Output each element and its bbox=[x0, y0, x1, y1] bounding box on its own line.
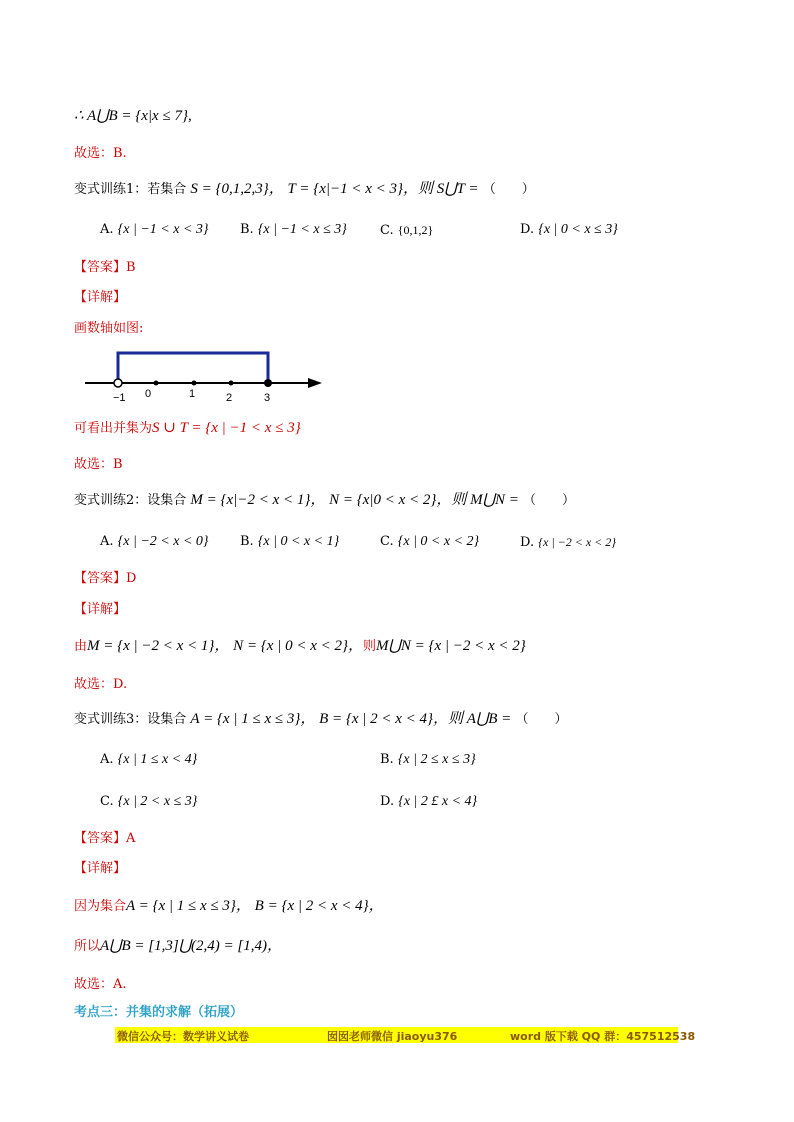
union-result: 可看出并集为S ∪ T = {x | −1 < x ≤ 3} bbox=[74, 420, 301, 436]
point-1 bbox=[192, 381, 197, 386]
detail-label: 【详解】 bbox=[74, 290, 127, 305]
exercise-3-math: A = {x | 1 ≤ x ≤ 3}， B = {x | 2 < x < 4}，则 A⋃B = bbox=[190, 711, 512, 727]
exercise-1-option-c: C. {0,1,2} bbox=[380, 223, 434, 238]
footer-banner bbox=[115, 1027, 696, 1043]
exercise-3-option-c: C. {x | 2 < x ≤ 3} bbox=[100, 794, 198, 809]
tick-label-0: 0 bbox=[145, 388, 152, 400]
footer-qq-group: word 版下载 QQ 群：457512538 bbox=[510, 1030, 696, 1043]
exercise-3-paren: （ ） bbox=[515, 712, 568, 727]
answer-label: 【答案】D bbox=[74, 571, 137, 586]
tick-label-minus-1: −1 bbox=[113, 392, 126, 404]
exercise-2-option-b: B. {x | 0 < x < 1} bbox=[240, 534, 340, 549]
exercise-1-paren: （ ） bbox=[482, 182, 535, 197]
exercise-3-solution-line-1: 因为集合A = {x | 1 ≤ x ≤ 3}， B = {x | 2 < x < 4}， bbox=[74, 898, 384, 914]
exercise-3-prefix: 变式训练3：设集合 bbox=[74, 712, 187, 727]
detail-label: 【详解】 bbox=[74, 602, 127, 617]
exercise-2-paren: （ ） bbox=[522, 493, 575, 508]
exercise-3-option-a: A. {x | 1 ≤ x < 4} bbox=[100, 752, 198, 767]
exercise-3-solution-line-2: 所以A⋃B = [1,3]⋃(2,4) = [1,4)， bbox=[74, 938, 282, 954]
exercise-1-option-d: D. {x | 0 < x ≤ 3} bbox=[520, 222, 618, 237]
exercise-1-math: S = {0,1,2,3}， T = {x|−1 < x < 3}，则 S⋃T = bbox=[190, 181, 479, 197]
tick-label-3: 3 bbox=[264, 392, 271, 404]
choose-statement: 故选：B. bbox=[74, 146, 127, 161]
number-line-figure bbox=[80, 345, 340, 405]
exercise-3-option-b: B. {x | 2 ≤ x ≤ 3} bbox=[380, 752, 476, 767]
point-0 bbox=[154, 381, 159, 386]
footer-wechat-account: 微信公众号：数学讲义试卷 bbox=[117, 1030, 249, 1043]
exercise-2-question bbox=[74, 490, 575, 511]
exercise-2-option-c: C. {x | 0 < x < 2} bbox=[380, 534, 480, 549]
union-conclusion: ∴ A⋃B = {x|x ≤ 7}, bbox=[74, 108, 192, 124]
exercise-2-solution: 由M = {x | −2 < x < 1}， N = {x | 0 < x < 2}，则M⋃N = {x | −2 < x < 2} bbox=[74, 638, 526, 654]
exercise-2-option-d: D. {x | −2 < x < 2} bbox=[520, 535, 617, 550]
tick-label-2: 2 bbox=[226, 392, 233, 404]
closed-endpoint-3 bbox=[264, 379, 272, 387]
exercise-2-math: M = {x|−2 < x < 1}， N = {x|0 < x < 2}，则 M⋃N = bbox=[190, 492, 519, 508]
choose-statement: 故选：D. bbox=[74, 677, 128, 692]
section-heading: 考点三：并集的求解（拓展） bbox=[74, 1005, 244, 1020]
point-2 bbox=[229, 381, 234, 386]
exercise-1-prefix: 变式训练1：若集合 bbox=[74, 182, 187, 197]
tick-label-1: 1 bbox=[189, 388, 196, 400]
answer-label: 【答案】A bbox=[74, 831, 136, 846]
exercise-2-option-a: A. {x | −2 < x < 0} bbox=[100, 534, 209, 549]
number-line-caption: 画数轴如图: bbox=[74, 321, 144, 336]
exercise-3-question bbox=[74, 709, 567, 730]
exercise-1-question bbox=[74, 179, 535, 200]
choose-statement: 故选：A. bbox=[74, 977, 127, 992]
choose-statement: 故选：B bbox=[74, 457, 123, 472]
exercise-1-option-a: A. {x | −1 < x < 3} bbox=[100, 222, 209, 237]
answer-label: 【答案】B bbox=[74, 260, 136, 275]
interval-bracket bbox=[118, 353, 268, 383]
detail-label: 【详解】 bbox=[74, 861, 127, 876]
open-endpoint-minus-1 bbox=[114, 379, 122, 387]
exercise-1-option-b: B. {x | −1 < x ≤ 3} bbox=[240, 222, 347, 237]
exercise-2-prefix: 变式训练2：设集合 bbox=[74, 493, 187, 508]
footer-teacher-wechat: 囡囡老师微信 jiaoyu376 bbox=[327, 1030, 458, 1043]
axis-arrow-icon bbox=[308, 378, 322, 388]
exercise-3-option-d: D. {x | 2 £ x < 4} bbox=[380, 794, 478, 809]
